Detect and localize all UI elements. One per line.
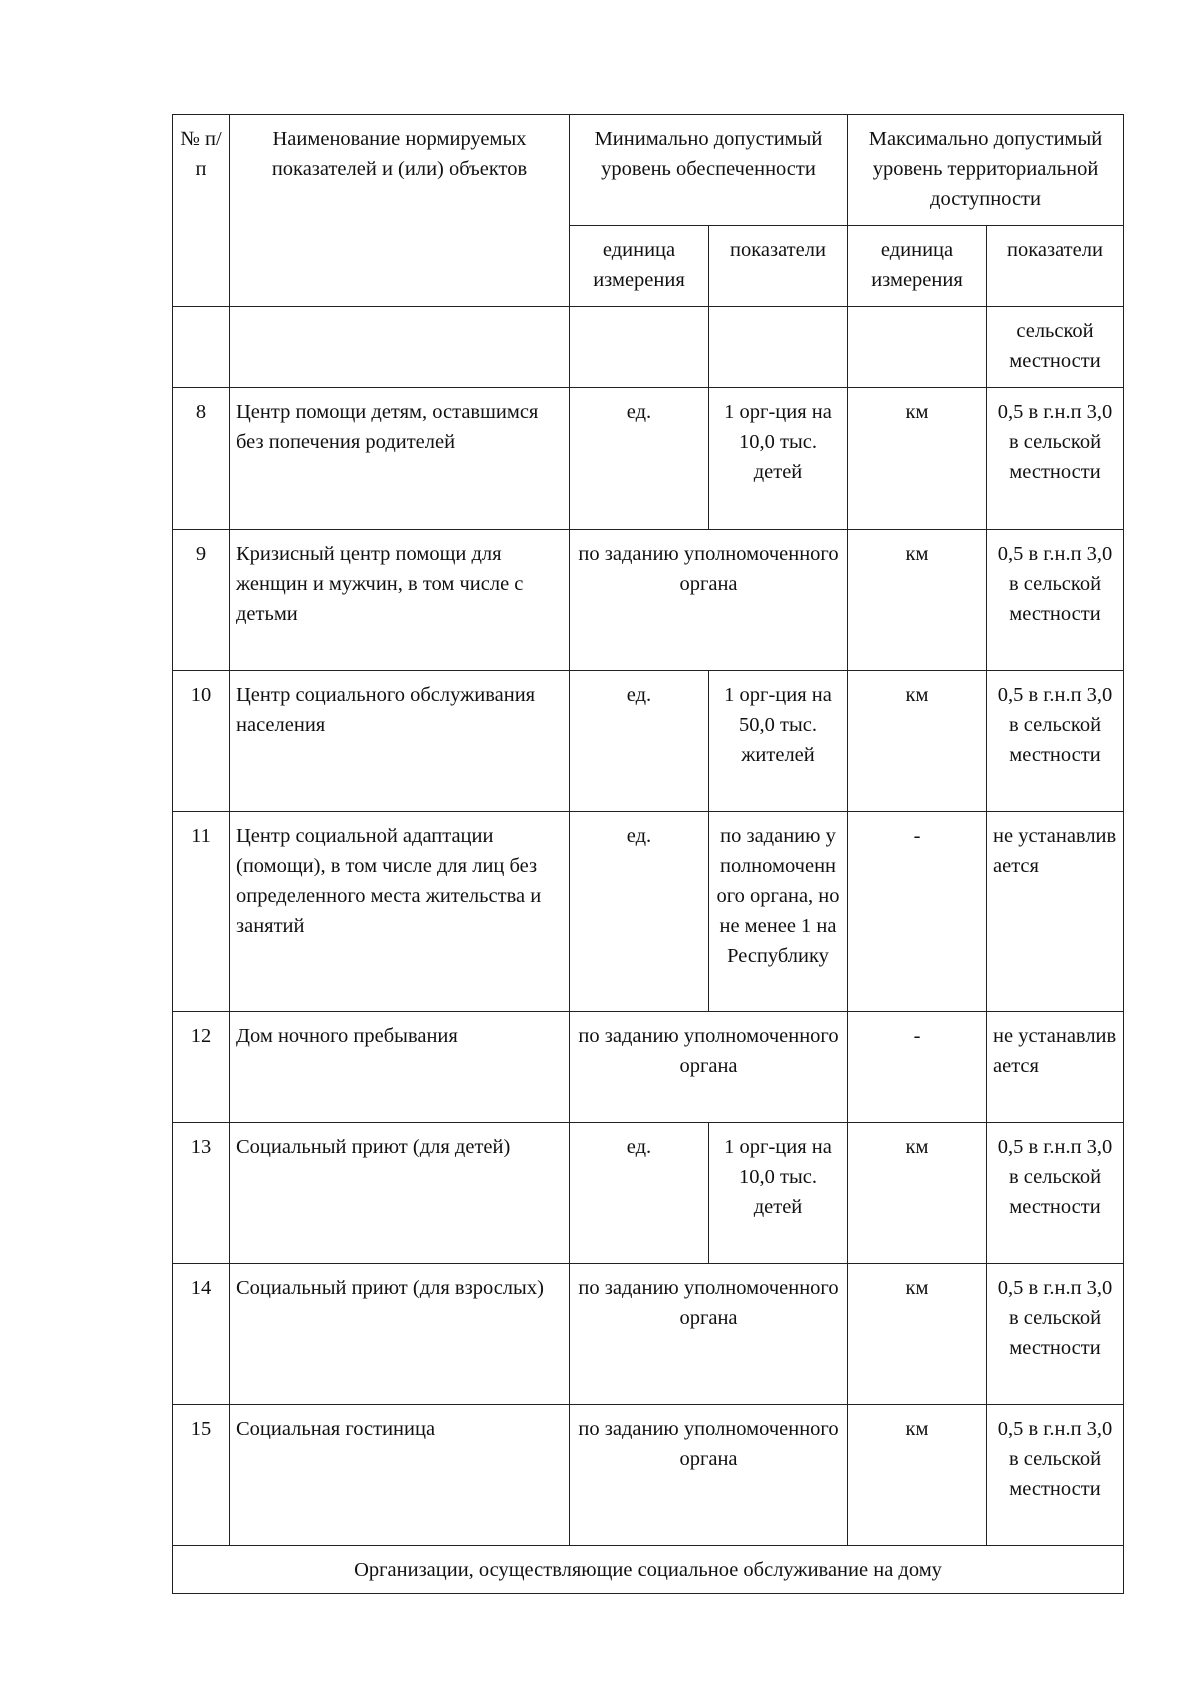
row-max-value: 0,5 в г.н.п 3,0 в сельской местности [987,530,1124,671]
row-max-unit: км [848,1123,987,1264]
row-name: Социальный приют (для взрослых) [230,1264,570,1405]
row-max-unit: - [848,1012,987,1123]
row-num [173,307,230,388]
header-max-unit: единица измерения [848,226,987,307]
row-name: Кризисный центр помощи для женщин и мужчин, в том числе с детьми [230,530,570,671]
header-max-level: Максимально допустимый уровень территориальной доступности [848,115,1124,226]
row-name: Центр помощи детям, оставшимся без попечения родителей [230,388,570,530]
row-min-unit: ед. [570,1123,709,1264]
row-min-merged: по заданию уполномоченного органа [570,530,848,671]
table-row [173,812,1124,1012]
row-max-value: сельской местности [987,307,1124,388]
header-max-indicators: показатели [987,226,1124,307]
row-num: 10 [173,671,230,812]
row-max-value: 0,5 в г.н.п 3,0 в сельской местности [987,1264,1124,1405]
row-min-value: 1 орг-ция на 50,0 тыс. жителей [709,671,848,812]
table-row [173,1405,1124,1546]
row-max-value: 0,5 в г.н.п 3,0 в сельской местности [987,1123,1124,1264]
header-num: № п/п [173,115,230,307]
row-min-merged: по заданию уполномоченного органа [570,1012,848,1123]
section-title: Организации, осуществляющие социальное обслуживание на дому [173,1546,1124,1594]
norms-table [172,114,1124,1594]
header-min-indicators: показатели [709,226,848,307]
row-max-unit: км [848,1405,987,1546]
header-min-unit: единица измерения [570,226,709,307]
row-num: 15 [173,1405,230,1546]
row-min-unit: ед. [570,388,709,530]
table-row [173,1123,1124,1264]
row-max-unit: км [848,671,987,812]
row-min-merged: по заданию уполномоченного органа [570,1264,848,1405]
row-max-unit [848,307,987,388]
row-num: 9 [173,530,230,671]
section-row [173,1546,1124,1594]
header-min-level: Минимально допустимый уровень обеспеченности [570,115,848,226]
row-name: Дом ночного пребывания [230,1012,570,1123]
table-row [173,530,1124,671]
table-row [173,1264,1124,1405]
row-name: Центр социального обслуживания населения [230,671,570,812]
row-max-unit: км [848,1264,987,1405]
row-max-unit: км [848,388,987,530]
table-row [173,307,1124,388]
row-max-value: 0,5 в г.н.п 3,0 в сельской местности [987,388,1124,530]
row-name: Социальный приют (для детей) [230,1123,570,1264]
header-name: Наименование нормируемых показателей и (или) объектов [230,115,570,307]
row-name [230,307,570,388]
row-min-unit [570,307,709,388]
row-num: 8 [173,388,230,530]
row-max-unit: - [848,812,987,1012]
row-max-value: 0,5 в г.н.п 3,0 в сельской местности [987,671,1124,812]
table-row [173,671,1124,812]
row-max-value: 0,5 в г.н.п 3,0 в сельской местности [987,1405,1124,1546]
table-row [173,388,1124,530]
row-max-value: не устанавливается [987,812,1124,1012]
row-num: 14 [173,1264,230,1405]
row-min-unit: ед. [570,812,709,1012]
row-name: Центр социальной адаптации (помощи), в том числе для лиц без определенного места жительства и занятий [230,812,570,1012]
row-min-merged: по заданию уполномоченного органа [570,1405,848,1546]
row-min-unit: ед. [570,671,709,812]
row-min-value [709,307,848,388]
row-min-value: 1 орг-ция на 10,0 тыс. детей [709,388,848,530]
row-min-value: 1 орг-ция на 10,0 тыс. детей [709,1123,848,1264]
header-row-1 [173,115,1124,226]
row-num: 11 [173,812,230,1012]
row-max-value: не устанавливается [987,1012,1124,1123]
table-row [173,1012,1124,1123]
row-min-value: по заданию уполномоченного органа, но не менее 1 на Республику [709,812,848,1012]
row-num: 12 [173,1012,230,1123]
row-num: 13 [173,1123,230,1264]
row-max-unit: км [848,530,987,671]
row-name: Социальная гостиница [230,1405,570,1546]
